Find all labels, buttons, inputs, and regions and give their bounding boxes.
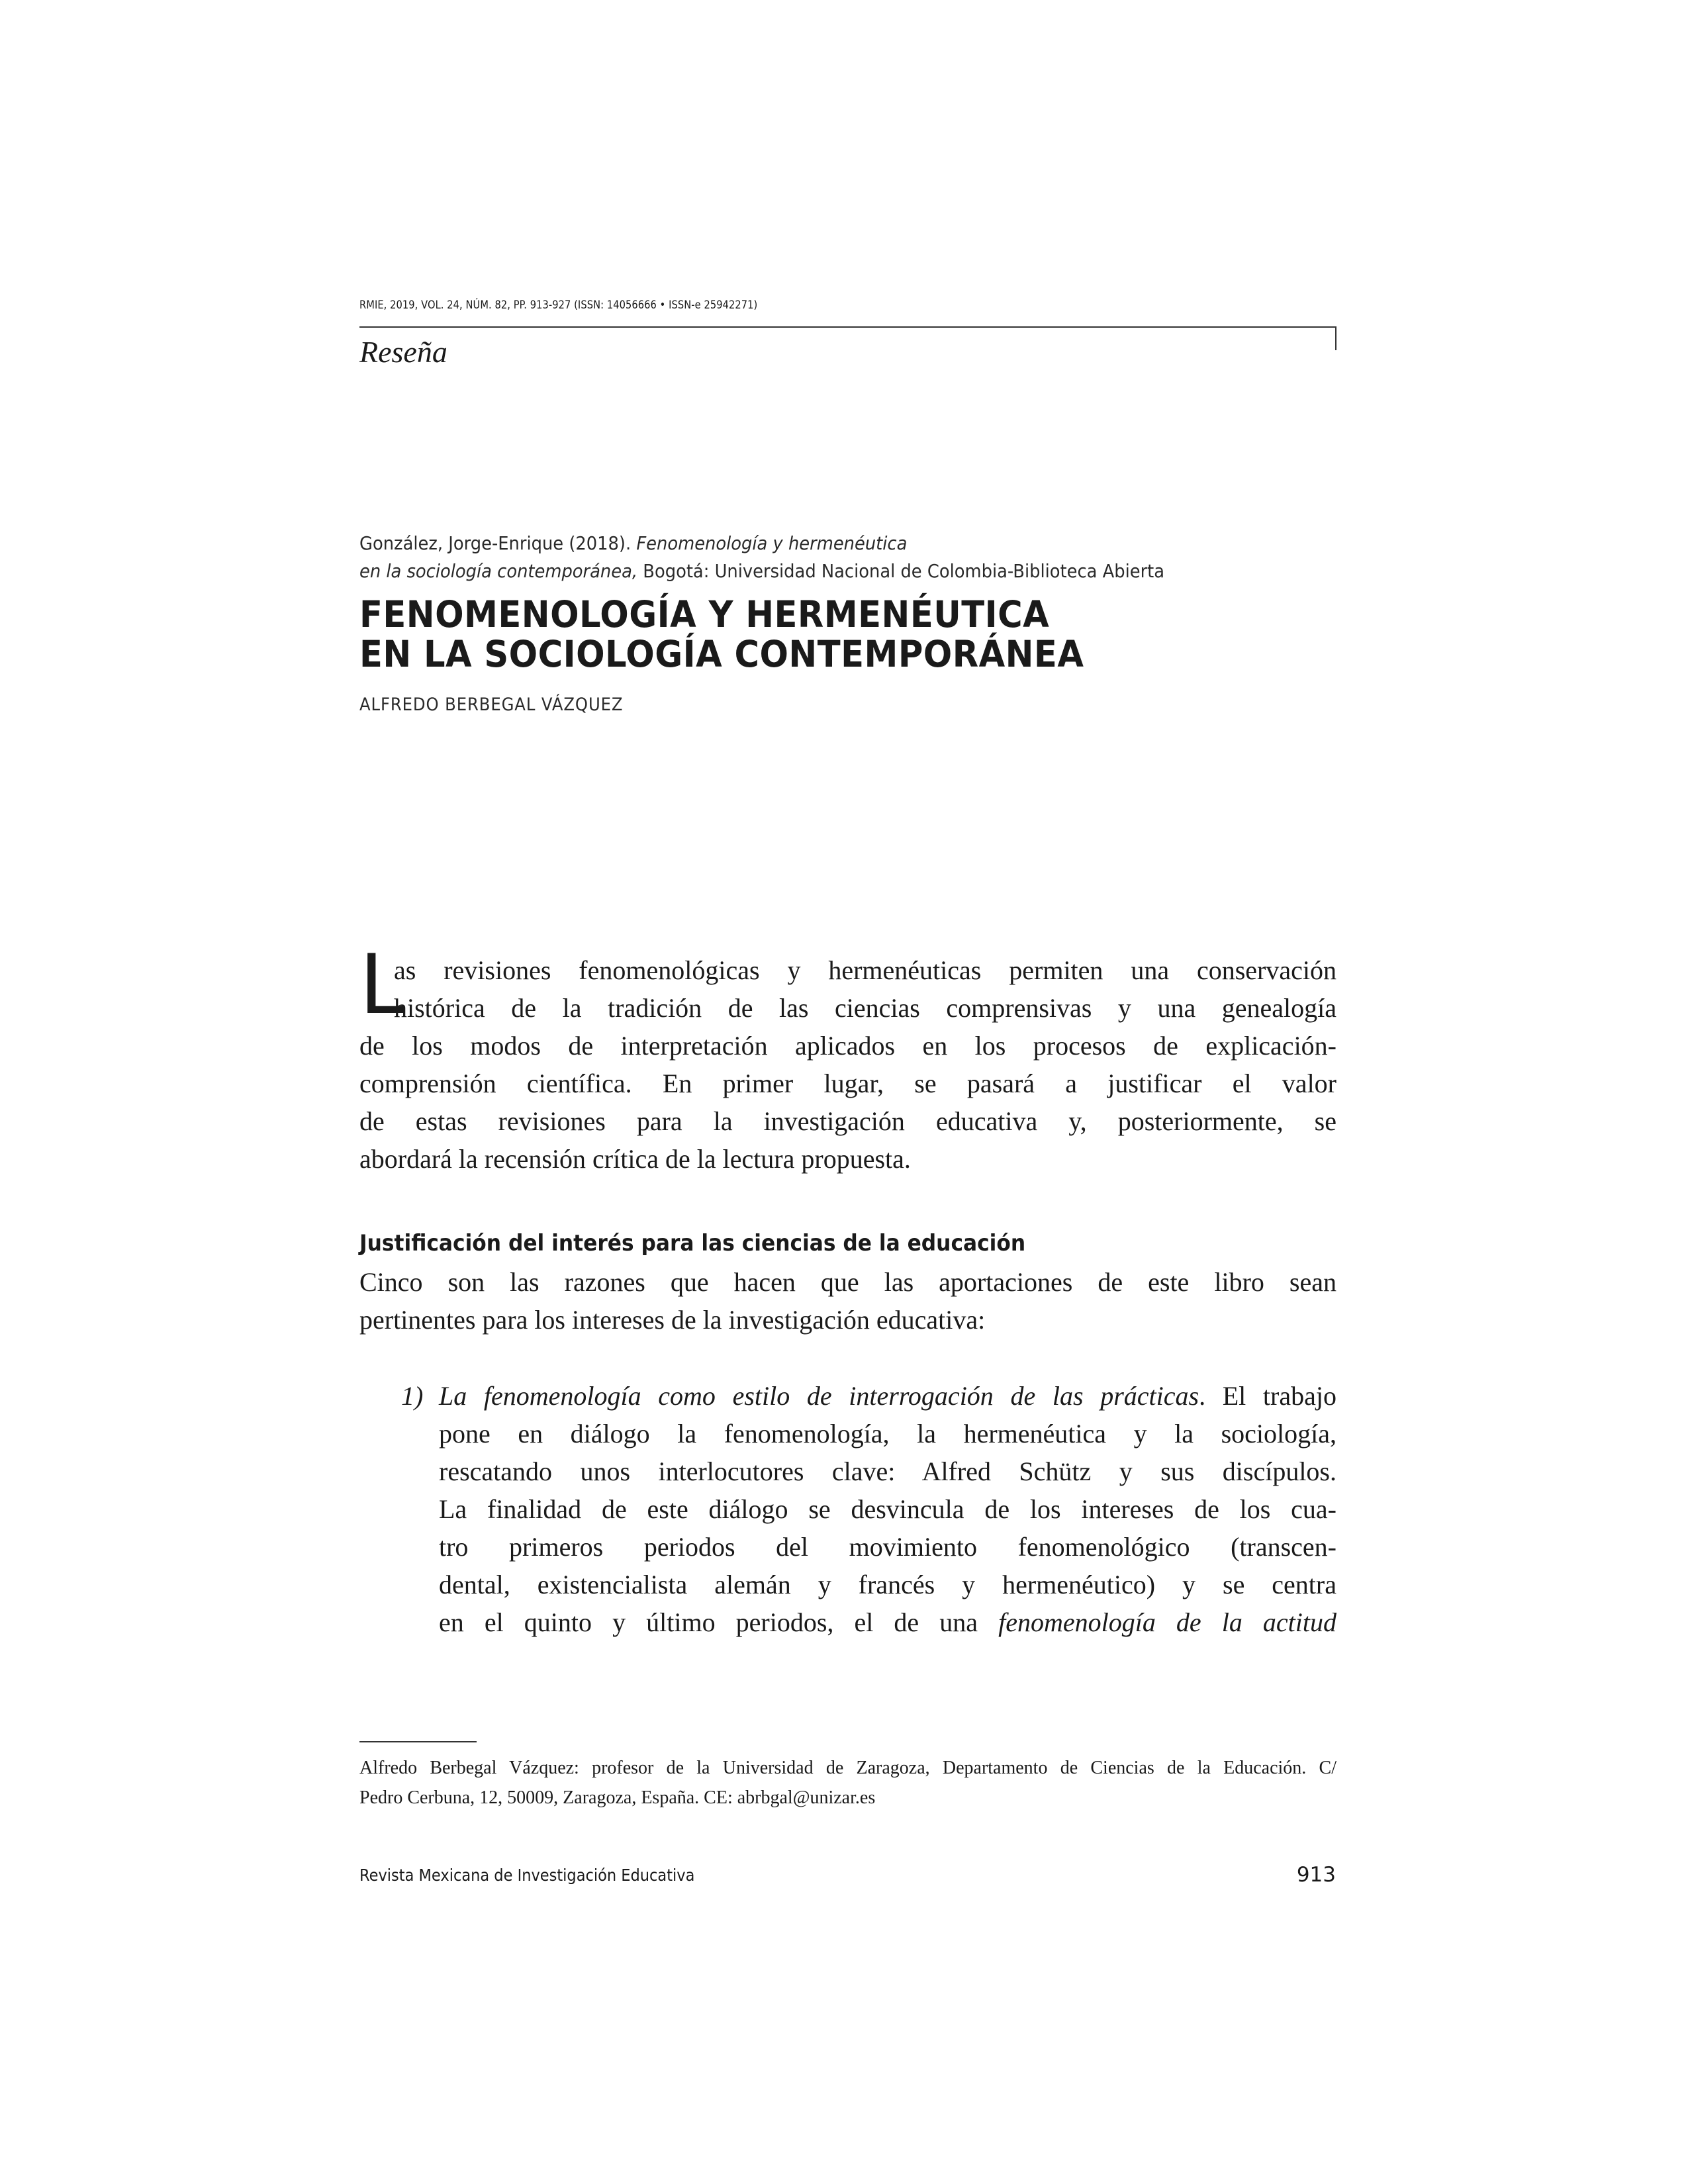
- header-corner-tick: [1335, 326, 1336, 350]
- list-item-title: La fenomenología como estilo de interrogación de las prácticas: [439, 1381, 1199, 1411]
- citation-line-2: [359, 557, 1164, 585]
- list-item-line: tro primeros periodos del movimiento fenomenológico (transcen-: [439, 1532, 1336, 1562]
- list-item: [439, 1377, 1336, 1641]
- paragraph-line: de estas revisiones para la investigación educativa y, posteriormente, se: [359, 1106, 1336, 1136]
- author-footnote: [359, 1753, 1336, 1813]
- citation-book-title-cont: en la sociología contemporánea,: [359, 560, 638, 582]
- list-item-text: en el quinto y último periodos, el de una: [439, 1607, 999, 1637]
- paragraph-line: Cinco son las razones que hacen que las aportaciones de este libro sean: [359, 1267, 1336, 1297]
- list-item-line: rescatando unos interlocutores clave: Alfred Schütz y sus discípulos.: [439, 1456, 1336, 1486]
- list-item-line: dental, existencialista alemán y francés y hermenéutico) y se centra: [439, 1570, 1336, 1599]
- section-paragraph: [359, 1263, 1336, 1339]
- title-line-2: EN LA SOCIOLOGÍA CONTEMPORÁNEA: [359, 633, 1084, 675]
- paragraph-line: comprensión científica. En primer lugar, se pasará a justificar el valor: [359, 1068, 1336, 1098]
- citation-book-title: Fenomenología y hermenéutica: [636, 532, 908, 554]
- list-item-line: [439, 1377, 1336, 1415]
- citation-authors: González, Jorge-Enrique (2018).: [359, 532, 637, 554]
- citation-publisher: Bogotá: Universidad Nacional de Colombia-Biblioteca Abierta: [637, 560, 1165, 582]
- paragraph-line: pertinentes para los intereses de la investigación educativa:: [359, 1305, 986, 1335]
- drop-cap: L: [359, 937, 406, 1033]
- footnote-rule: [359, 1741, 477, 1742]
- citation-line-1: [359, 530, 1164, 557]
- paragraph-line: de los modos de interpretación aplicados en los procesos de explicación-: [359, 1031, 1336, 1061]
- paragraph-line: as revisiones fenomenológicas y hermenéuticas permiten una conservación: [394, 955, 1336, 985]
- list-item-line: pone en diálogo la fenomenología, la hermenéutica y la sociología,: [439, 1419, 1336, 1448]
- paragraph-line: histórica de la tradición de las ciencias comprensivas y una genealogía: [394, 993, 1336, 1023]
- paragraph-line: abordará la recensión crítica de la lectura propuesta.: [359, 1144, 911, 1174]
- list-item-emphasis: fenomenología de la actitud: [998, 1607, 1336, 1637]
- section-label: Reseña: [359, 335, 447, 369]
- header-rule: [359, 326, 1336, 328]
- intro-paragraph: [359, 937, 1336, 1178]
- section-heading: Justificación del interés para las ciencias de la educación: [359, 1230, 1026, 1257]
- list-item-line: La finalidad de este diálogo se desvincula de los intereses de los cua-: [439, 1494, 1336, 1524]
- title-line-1: FENOMENOLOGÍA Y HERMENÉUTICA: [359, 593, 1050, 636]
- article-title: [359, 594, 1139, 674]
- running-header: RMIE, 2019, VOL. 24, NÚM. 82, PP. 913-927 (ISSN: 14056666 • ISSN-e 25942271): [359, 299, 758, 312]
- footnote-line: Pedro Cerbuna, 12, 50009, Zaragoza, España. CE: abrbgal@unizar.es: [359, 1787, 876, 1808]
- list-item-line: [439, 1603, 1336, 1641]
- list-item-number: 1): [401, 1381, 424, 1411]
- book-citation: [359, 530, 1235, 585]
- footnote-line: Alfredo Berbegal Vázquez: profesor de la Universidad de Zaragoza, Departamento de Ciencias de la Educación. C/: [359, 1758, 1336, 1778]
- page-number: 913: [1296, 1863, 1336, 1887]
- list-item-text: . El trabajo: [1199, 1381, 1336, 1411]
- footer-journal-name: Revista Mexicana de Investigación Educativa: [359, 1866, 695, 1885]
- article-author: ALFREDO BERBEGAL VÁZQUEZ: [359, 694, 624, 715]
